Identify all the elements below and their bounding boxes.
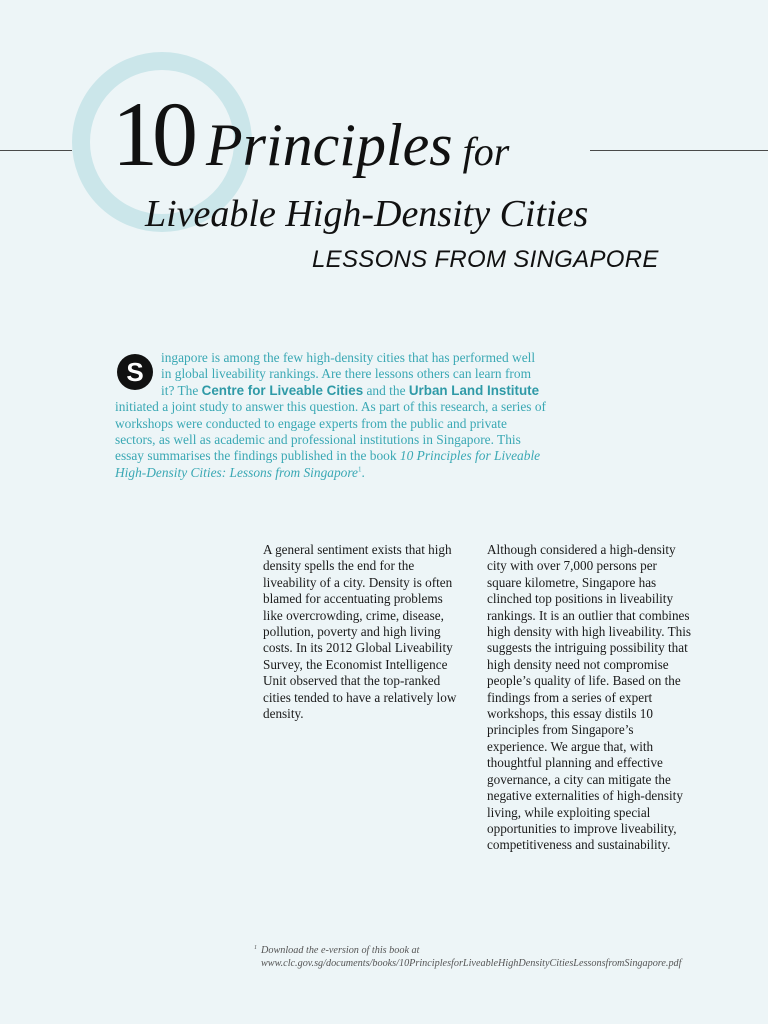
body-column-left: A general sentiment exists that high density spells the end for the liveability of a city. Density is often blamed for accentuating problems like overcrowding, crime, disease, pollution, poverty and high living costs. In its 2012 Global Liveability Survey, the Economist Intelligence Unit observed that the top-ranked cities tended to have a relatively low density. — [263, 542, 457, 722]
title-tagline: LESSONS FROM SINGAPORE — [312, 246, 659, 273]
footnote-line1: Download the e-version of this book at — [261, 945, 420, 956]
footnote-url: www.clc.gov.sg/documents/books/10PrinciplesforLiveableHighDensityCitiesLessonsfromSingapore.pdf — [261, 958, 682, 969]
intro-text-3: initiated a joint study to answer this question. As part of this research, a series of workshops were conducted to engage experts from the public and private sectors, as well as academic and professional institutions in Singapore. This essay summarises the findings published in the book — [115, 399, 547, 464]
footnote-ref: 1 — [358, 465, 362, 474]
intro-text-2: and the — [363, 382, 409, 398]
title-for: for — [462, 129, 510, 174]
intro-end: . — [361, 464, 365, 480]
title-subtitle: Liveable High-Density Cities — [145, 193, 589, 235]
footnote-marker: 1 — [254, 944, 257, 951]
intro-org-uli: Urban Land Institute — [408, 382, 540, 398]
title-number: 10 — [112, 83, 192, 185]
body-column-right: Although considered a high-density city with over 7,000 persons per square kilometre, Singapore has clinched top positions in liveability rankings. It is an outlier that combines high density with high liveability. This suggests the intriguing possibility that high density need not compromise people’s quality of life. Based on the findings from a series of expert workshops, this essay distils 10 principles from Singapore’s experience. We argue that, with thoughtful planning and effective governance, a city can mitigate the negative externalities of high-density living, while exploiting special opportunities to improve liveability, competitiveness and sustainability. — [487, 542, 692, 853]
title-principles: Principles — [206, 112, 453, 178]
title-main — [112, 83, 510, 185]
header-rule-left — [0, 150, 72, 151]
header-rule-right — [590, 150, 768, 151]
intro-paragraph — [115, 350, 547, 481]
intro-book-title: 10 Principles for Liveable High-Density Cities: Lessons from Singapore — [115, 448, 541, 480]
dropcap: S — [117, 354, 153, 390]
intro-org-clc: Centre for Liveable Cities — [201, 382, 364, 398]
intro-text-1: ingapore is among the few high-density cities that has performed well in global liveability rankings. Are there lessons others can learn from it? The — [161, 350, 536, 398]
footnote — [254, 944, 724, 970]
